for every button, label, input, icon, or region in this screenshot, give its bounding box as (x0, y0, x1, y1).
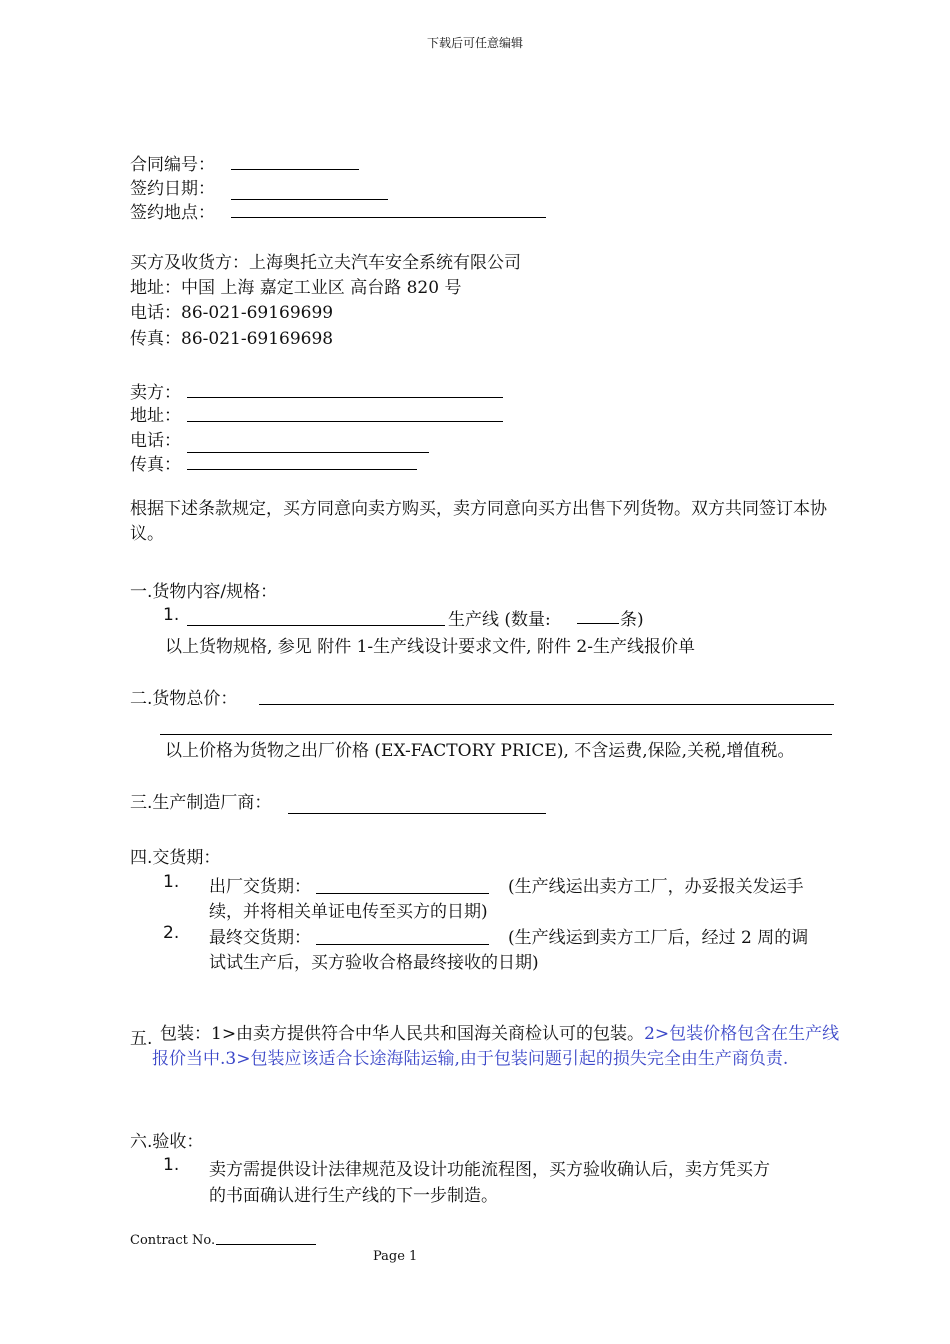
s2-price-blank-2 (160, 734, 832, 735)
s1-quantity-blank (577, 623, 619, 624)
s4-item2-num: 2. (163, 923, 180, 943)
s4-item2-desc-b: 试试生产后，买方验收合格最终接收的日期) (209, 953, 539, 973)
s6-heading-num: 六. (130, 1132, 153, 1152)
footer-contract-no-blank (216, 1244, 316, 1245)
buyer-phone: 电话：86-021-69169699 (130, 303, 334, 323)
footer-page: Page 1 (373, 1249, 418, 1264)
sign-date-label: 签约日期： (130, 179, 215, 199)
contract-no-label: 合同编号： (130, 155, 215, 175)
buyer-name: 买方及收货方：上海奥托立夫汽车安全系统有限公司 (130, 253, 521, 273)
s5-text-blue: 2>包装价格包含在生产线报价当中.3>包装应该适合长途海陆运输,由于包装问题引起的损失完全由生产商负责. (152, 1024, 840, 1069)
s5-heading-num: 五. (130, 1029, 153, 1049)
seller-label: 卖方： (130, 383, 181, 403)
s3-heading-text: 生产制造厂商： (152, 793, 272, 813)
sign-place-blank (231, 217, 546, 218)
s4-heading-text: 交货期： (152, 848, 221, 868)
footer-contract-no: Contract No. (130, 1233, 216, 1248)
s2-note: 以上价格为货物之出厂价格 (EX-FACTORY PRICE), 不含运费,保险,关税,增值税。 (165, 741, 795, 761)
s1-heading-text: 货物内容/规格： (152, 582, 278, 602)
s1-item-num: 1. (163, 605, 180, 625)
s5-paragraph (152, 1022, 852, 1072)
s6-heading (130, 1127, 203, 1152)
seller-address-blank (187, 421, 503, 422)
s6-item-b: 的书面确认进行生产线的下一步制造。 (209, 1186, 498, 1206)
seller-address-label: 地址： (130, 406, 181, 426)
s4-item1-num: 1. (163, 872, 180, 892)
s1-item-blank (187, 625, 445, 626)
s6-heading-text: 验收： (152, 1132, 204, 1152)
s4-item1-blank (316, 893, 489, 894)
s4-item2-desc-a: (生产线运到卖方工厂后，经过 2 周的调 (508, 928, 809, 948)
s1-item-suffix-a: 生产线 (数量: (448, 610, 551, 630)
s4-item1-label: 出厂交货期： (209, 877, 311, 897)
s4-item1-desc-b: 续，并将相关单证电传至买方的日期) (209, 902, 488, 922)
s4-heading (130, 843, 220, 868)
s4-item2-blank (316, 944, 489, 945)
seller-fax-blank (187, 469, 417, 470)
s3-heading-num: 三. (130, 793, 153, 813)
s2-heading-text: 货物总价： (152, 689, 238, 709)
s3-heading (130, 788, 271, 813)
sign-place-label: 签约地点： (130, 203, 215, 223)
s4-item2-label: 最终交货期： (209, 928, 311, 948)
s1-heading-num: 一. (130, 582, 153, 602)
seller-fax-label: 传真： (130, 455, 181, 475)
s5-text-black: 包装：1>由卖方提供符合中华人民共和国海关商检认可的包装。 (160, 1024, 645, 1044)
s4-heading-num: 四. (130, 848, 153, 868)
s2-price-blank (259, 704, 834, 705)
s4-item1-desc-a: (生产线运出卖方工厂，办妥报关发运手 (508, 877, 804, 897)
seller-phone-blank (187, 452, 429, 453)
buyer-address: 地址：中国 上海 嘉定工业区 高台路 820 号 (130, 278, 462, 298)
buyer-fax: 传真：86-021-69169698 (130, 329, 334, 349)
sign-date-blank (231, 199, 388, 200)
seller-phone-label: 电话： (130, 431, 181, 451)
contract-no-blank (231, 169, 359, 170)
intro-paragraph: 根据下述条款规定，买方同意向卖方购买，卖方同意向买方出售下列货物。双方共同签订本协议。 (130, 499, 827, 544)
s6-item-num: 1. (163, 1155, 180, 1175)
header-note: 下载后可任意编辑 (426, 36, 523, 50)
s2-heading (130, 684, 237, 709)
s6-item-a: 卖方需提供设计法律规范及设计功能流程图，买方验收确认后，卖方凭买方 (209, 1160, 770, 1180)
seller-blank (187, 397, 503, 398)
s1-heading (130, 577, 277, 602)
s3-manufacturer-blank (288, 813, 546, 814)
s1-item-suffix-b: 条) (620, 610, 644, 630)
s2-heading-num: 二. (130, 689, 153, 709)
s1-note: 以上货物规格, 参见 附件 1-生产线设计要求文件, 附件 2-生产线报价单 (165, 637, 695, 657)
